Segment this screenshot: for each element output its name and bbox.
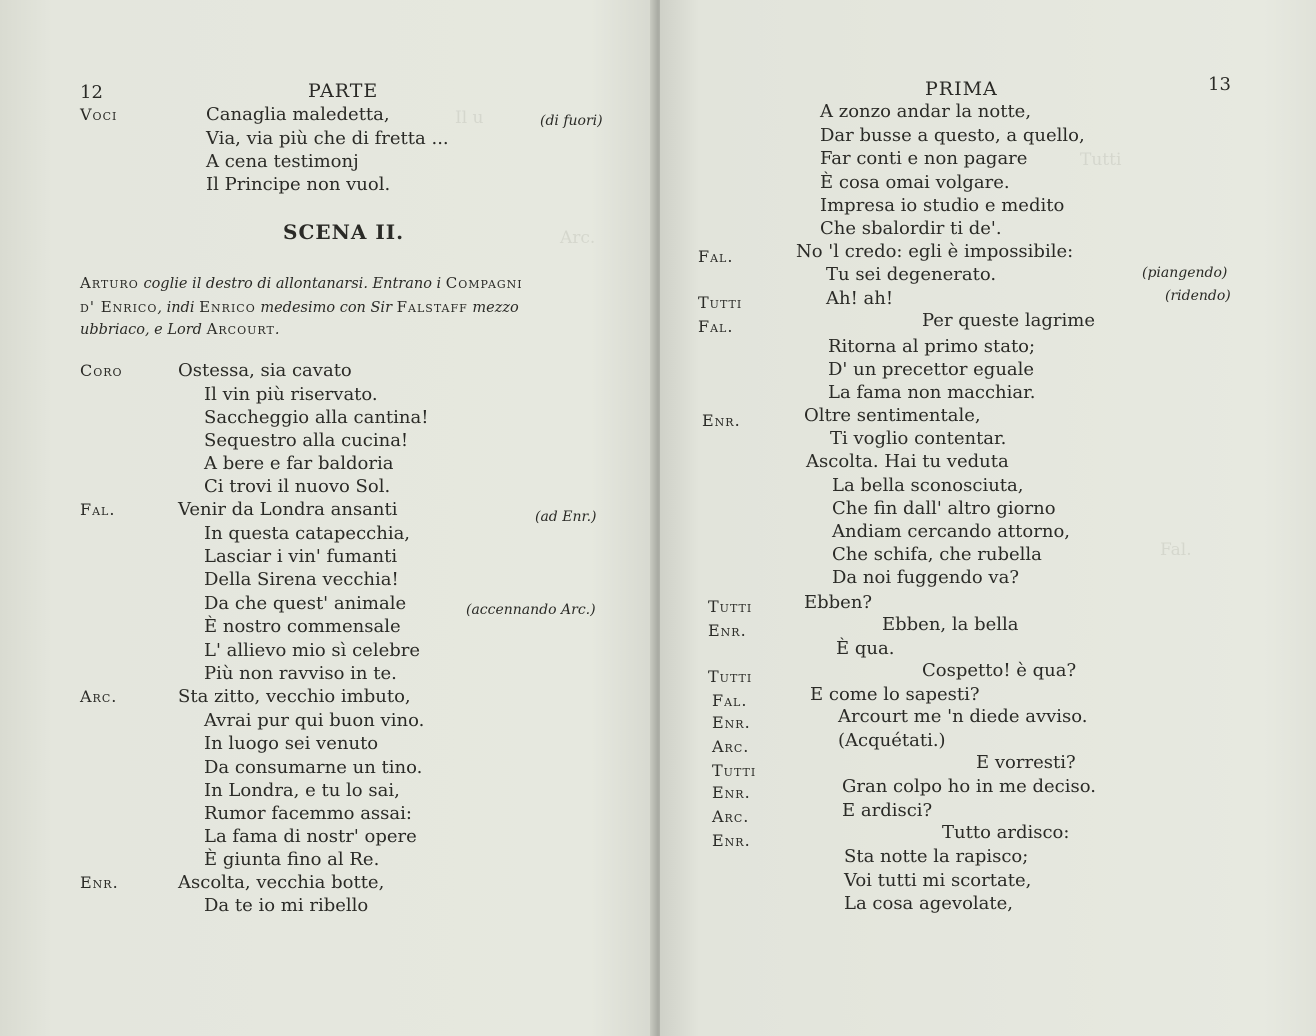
verse-line: La bella sconosciuta, xyxy=(832,475,1024,496)
verse-line: A cena testimonj xyxy=(206,151,359,172)
verse-line: Dar busse a questo, a quello, xyxy=(820,125,1085,146)
verse-line: Ebben? xyxy=(804,592,873,613)
verse-line: La fama non macchiar. xyxy=(828,382,1036,403)
verse-line: È cosa omai volgare. xyxy=(820,172,1010,193)
stage-note: (piangendo) xyxy=(1142,265,1228,281)
verse-line: Da te io mi ribello xyxy=(204,895,369,916)
verse-line: Gran colpo ho in me deciso. xyxy=(842,776,1096,797)
verse-line: Canaglia maledetta, xyxy=(206,104,390,125)
verse-line: Che sbalordir ti de'. xyxy=(820,218,1002,239)
speaker: Enr. xyxy=(712,783,751,802)
stage-direction-line-3: ubbriaco, e Lord Arcourt. xyxy=(80,320,280,338)
verse-line: Il vin più riservato. xyxy=(204,384,378,405)
page-number: 13 xyxy=(1208,74,1231,95)
verse-line: D' un precettor eguale xyxy=(828,359,1035,380)
speaker: Fal. xyxy=(712,691,748,710)
verse-line: Ti voglio contentar. xyxy=(830,428,1007,449)
speaker: Voci xyxy=(80,105,118,124)
speaker: Arc. xyxy=(712,807,750,826)
speaker: Enr. xyxy=(712,831,751,850)
verse-line: In Londra, e tu lo sai, xyxy=(204,780,400,801)
verse-line: Saccheggio alla cantina! xyxy=(204,407,429,428)
verse-line: In luogo sei venuto xyxy=(204,733,379,754)
verse-line: Far conti e non pagare xyxy=(820,148,1028,169)
speaker: Fal. xyxy=(80,500,116,519)
stage-note: (di fuori) xyxy=(540,113,603,129)
verse-line: Sequestro alla cucina! xyxy=(204,430,409,451)
verse-line: Venir da Londra ansanti xyxy=(178,499,398,520)
verse-line: Voi tutti mi scortate, xyxy=(844,870,1032,891)
verse-line: Andiam cercando attorno, xyxy=(832,521,1071,542)
speaker: Fal. xyxy=(698,317,734,336)
verse-line: Sta notte la rapisco; xyxy=(844,846,1029,867)
verse-line: Tu sei degenerato. xyxy=(826,264,997,285)
verse-line: Ascolta. Hai tu veduta xyxy=(806,451,1009,472)
verse-line: Della Sirena vecchia! xyxy=(204,569,399,590)
verse-line: Che fin dall' altro giorno xyxy=(832,498,1056,519)
show-through: Il u xyxy=(455,108,484,128)
speaker: Enr. xyxy=(702,411,741,430)
verse-line: Che schifa, che rubella xyxy=(832,544,1042,565)
stage-note: (accennando Arc.) xyxy=(466,602,596,618)
verse-line: Sta zitto, vecchio imbuto, xyxy=(178,686,411,707)
verse-line: Più non ravviso in te. xyxy=(204,663,397,684)
speaker: Tutti xyxy=(708,667,753,686)
verse-line: Impresa io studio e medito xyxy=(820,195,1065,216)
verse-line: È giunta fino al Re. xyxy=(204,849,380,870)
verse-line: La fama di nostr' opere xyxy=(204,826,417,847)
verse-line: Ah! ah! xyxy=(826,288,894,309)
verse-line: Da noi fuggendo va? xyxy=(832,567,1019,588)
verse-line: È nostro commensale xyxy=(204,616,401,637)
verse-line: Avrai pur qui buon vino. xyxy=(204,710,425,731)
verse-line: A bere e far baldoria xyxy=(204,453,394,474)
verse-line: A zonzo andar la notte, xyxy=(820,101,1032,122)
running-head: PRIMA xyxy=(925,78,998,100)
verse-line: Ebben, la bella xyxy=(882,614,1019,635)
verse-line: Da che quest' animale xyxy=(204,593,407,614)
speaker: Tutti xyxy=(712,761,757,780)
stage-note: (ad Enr.) xyxy=(535,509,597,525)
verse-line: Ritorna al primo stato; xyxy=(828,336,1036,357)
speaker: Tutti xyxy=(698,293,743,312)
left-page xyxy=(0,0,656,1036)
verse-line: È qua. xyxy=(836,638,895,659)
speaker: Enr. xyxy=(708,621,747,640)
verse-line: Rumor facemmo assai: xyxy=(204,803,412,824)
verse-line: (Acquétati.) xyxy=(838,730,946,751)
verse-line: Arcourt me 'n diede avviso. xyxy=(838,706,1088,727)
verse-line: Ostessa, sia cavato xyxy=(178,360,352,381)
verse-line: E ardisci? xyxy=(842,800,933,821)
verse-line: Ci trovi il nuovo Sol. xyxy=(204,476,391,497)
verse-line: In questa catapecchia, xyxy=(204,523,411,544)
scene-title: SCENA II. xyxy=(283,220,405,244)
speaker: Arc. xyxy=(712,737,750,756)
verse-line: No 'l credo: egli è impossibile: xyxy=(796,241,1074,262)
verse-line: E vorresti? xyxy=(976,752,1076,773)
verse-line: Per queste lagrime xyxy=(922,310,1095,331)
verse-line: La cosa agevolate, xyxy=(844,893,1014,914)
stage-direction-line-2: d' Enrico, indi Enrico medesimo con Sir Falstaff mezzo xyxy=(80,298,519,316)
speaker: Enr. xyxy=(80,873,119,892)
verse-line: Il Principe non vuol. xyxy=(206,174,391,195)
speaker: Fal. xyxy=(698,247,734,266)
verse-line: Oltre sentimentale, xyxy=(804,405,981,426)
verse-line: Lasciar i vin' fumanti xyxy=(204,546,398,567)
right-page xyxy=(660,0,1316,1036)
speaker: Enr. xyxy=(712,713,751,732)
speaker: Coro xyxy=(80,361,123,380)
show-through: Tutti xyxy=(1080,150,1122,170)
show-through: Arc. xyxy=(560,228,596,248)
running-head: PARTE xyxy=(308,80,379,102)
stage-note: (ridendo) xyxy=(1165,288,1231,304)
verse-line: Cospetto! è qua? xyxy=(922,660,1077,681)
verse-line: L' allievo mio sì celebre xyxy=(204,640,421,661)
verse-line: E come lo sapesti? xyxy=(810,684,980,705)
verse-line: Da consumarne un tino. xyxy=(204,757,423,778)
speaker: Tutti xyxy=(708,597,753,616)
verse-line: Ascolta, vecchia botte, xyxy=(178,872,385,893)
verse-line: Tutto ardisco: xyxy=(942,822,1070,843)
verse-line: Via, via più che di fretta ... xyxy=(206,128,449,149)
stage-direction-line-1: Arturo coglie il destro di allontanarsi. Entrano i Compagni xyxy=(80,274,523,292)
page-number: 12 xyxy=(80,82,103,103)
show-through: Fal. xyxy=(1160,540,1192,560)
speaker: Arc. xyxy=(80,687,118,706)
